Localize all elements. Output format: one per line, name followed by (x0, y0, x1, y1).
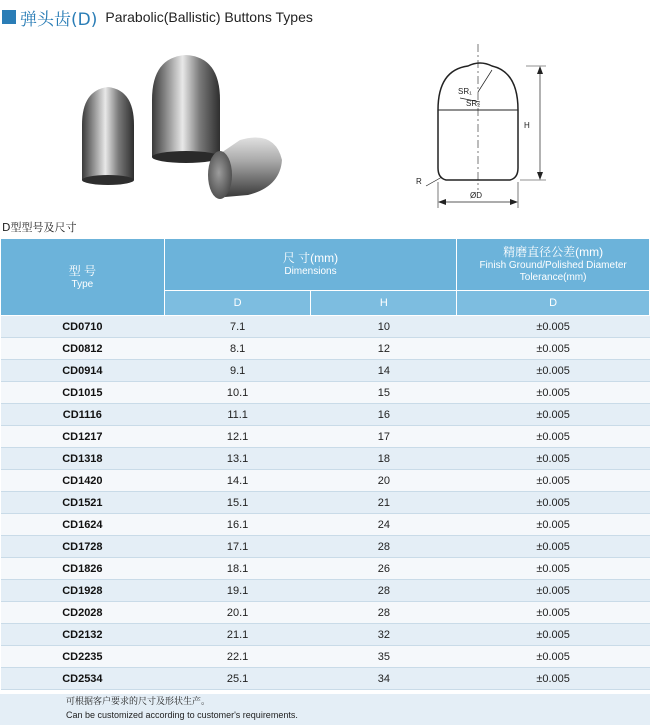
cell-d: 22.1 (164, 646, 311, 668)
cell-h: 10 (311, 316, 457, 338)
cell-h: 17 (311, 426, 457, 448)
cell-d: 15.1 (164, 492, 311, 514)
cell-h: 32 (311, 624, 457, 646)
cell-type: CD2132 (1, 624, 165, 646)
label-sr2: SR₂ (466, 99, 481, 108)
cell-type: CD1521 (1, 492, 165, 514)
cell-type: CD1728 (1, 536, 165, 558)
cell-h: 18 (311, 448, 457, 470)
cell-h: 16 (311, 404, 457, 426)
cell-type: CD1826 (1, 558, 165, 580)
table-row (1, 646, 650, 668)
page-header (2, 6, 313, 28)
cell-d: 10.1 (164, 382, 311, 404)
cell-tolerance: ±0.005 (457, 536, 650, 558)
table-row (1, 624, 650, 646)
cell-type: CD1015 (1, 382, 165, 404)
large-button-image (152, 55, 220, 163)
cell-d: 16.1 (164, 514, 311, 536)
cell-h: 26 (311, 558, 457, 580)
title-square-icon (2, 10, 16, 24)
cell-type: CD1624 (1, 514, 165, 536)
cell-h: 20 (311, 470, 457, 492)
table-row (1, 360, 650, 382)
cell-tolerance: ±0.005 (457, 426, 650, 448)
cell-d: 7.1 (164, 316, 311, 338)
cell-h: 28 (311, 580, 457, 602)
cell-type: CD1420 (1, 470, 165, 492)
cell-tolerance: ±0.005 (457, 316, 650, 338)
cell-h: 14 (311, 360, 457, 382)
table-row (1, 316, 650, 338)
col-type-header: 型 号 Type (1, 239, 165, 316)
cell-tolerance: ±0.005 (457, 382, 650, 404)
cell-d: 19.1 (164, 580, 311, 602)
cell-d: 14.1 (164, 470, 311, 492)
cell-d: 21.1 (164, 624, 311, 646)
cell-type: CD2028 (1, 602, 165, 624)
table-row (1, 426, 650, 448)
table-row (1, 602, 650, 624)
cell-d: 13.1 (164, 448, 311, 470)
table-row (1, 338, 650, 360)
cell-tolerance: ±0.005 (457, 580, 650, 602)
note-chinese: 可根据客户要求的尺寸及形状生产。 (66, 697, 211, 707)
table-row (1, 470, 650, 492)
label-r: R (416, 177, 422, 186)
cell-h: 15 (311, 382, 457, 404)
table-row (1, 558, 650, 580)
technical-drawing (400, 40, 560, 210)
cell-h: 28 (311, 536, 457, 558)
cell-tolerance: ±0.005 (457, 470, 650, 492)
cell-type: CD1217 (1, 426, 165, 448)
cell-type: CD2235 (1, 646, 165, 668)
cell-tolerance: ±0.005 (457, 360, 650, 382)
col-tolerance-header: 精磨直径公差(mm) Finish Ground/Polished Diameter Tolerance(mm) (457, 239, 650, 291)
table-row (1, 448, 650, 470)
cell-h: 35 (311, 646, 457, 668)
cell-type: CD2534 (1, 668, 165, 690)
cell-type: CD1928 (1, 580, 165, 602)
cell-type: CD0710 (1, 316, 165, 338)
subcol-h: H (311, 291, 457, 316)
cell-h: 21 (311, 492, 457, 514)
cell-h: 24 (311, 514, 457, 536)
table-subtitle: D型型号及尺寸 (2, 221, 77, 234)
cell-d: 8.1 (164, 338, 311, 360)
cell-type: CD1116 (1, 404, 165, 426)
spec-table-body (1, 316, 650, 690)
subcol-tol-d: D (457, 291, 650, 316)
cell-tolerance: ±0.005 (457, 624, 650, 646)
customization-note (0, 694, 650, 725)
cell-d: 12.1 (164, 426, 311, 448)
cell-d: 9.1 (164, 360, 311, 382)
cell-h: 28 (311, 602, 457, 624)
title-chinese: 弹头齿(D) (20, 9, 98, 30)
table-row (1, 514, 650, 536)
table-row (1, 492, 650, 514)
subcol-d: D (164, 291, 311, 316)
cell-h: 34 (311, 668, 457, 690)
table-row (1, 580, 650, 602)
cell-h: 12 (311, 338, 457, 360)
label-h: H (524, 121, 530, 130)
note-english: Can be customized according to customer's requirements. (66, 710, 298, 720)
table-row (1, 382, 650, 404)
cell-tolerance: ±0.005 (457, 602, 650, 624)
table-row (1, 536, 650, 558)
title-english: Parabolic(Ballistic) Buttons Types (105, 9, 313, 25)
cell-d: 18.1 (164, 558, 311, 580)
table-row (1, 404, 650, 426)
small-button-image (82, 87, 134, 185)
cell-d: 11.1 (164, 404, 311, 426)
cell-type: CD1318 (1, 448, 165, 470)
label-d: ØD (470, 191, 482, 200)
cell-tolerance: ±0.005 (457, 448, 650, 470)
cell-d: 17.1 (164, 536, 311, 558)
label-sr1: SR₁ (458, 87, 472, 96)
cell-tolerance: ±0.005 (457, 668, 650, 690)
cell-tolerance: ±0.005 (457, 646, 650, 668)
cell-d: 20.1 (164, 602, 311, 624)
cell-d: 25.1 (164, 668, 311, 690)
cell-tolerance: ±0.005 (457, 558, 650, 580)
cell-tolerance: ±0.005 (457, 404, 650, 426)
cell-tolerance: ±0.005 (457, 338, 650, 360)
cell-type: CD0812 (1, 338, 165, 360)
table-row (1, 668, 650, 690)
cell-tolerance: ±0.005 (457, 514, 650, 536)
spec-table (0, 238, 650, 690)
cell-tolerance: ±0.005 (457, 492, 650, 514)
col-dimensions-header: 尺 寸(mm) Dimensions (164, 239, 456, 291)
cell-type: CD0914 (1, 360, 165, 382)
button-product-photo (70, 45, 300, 210)
